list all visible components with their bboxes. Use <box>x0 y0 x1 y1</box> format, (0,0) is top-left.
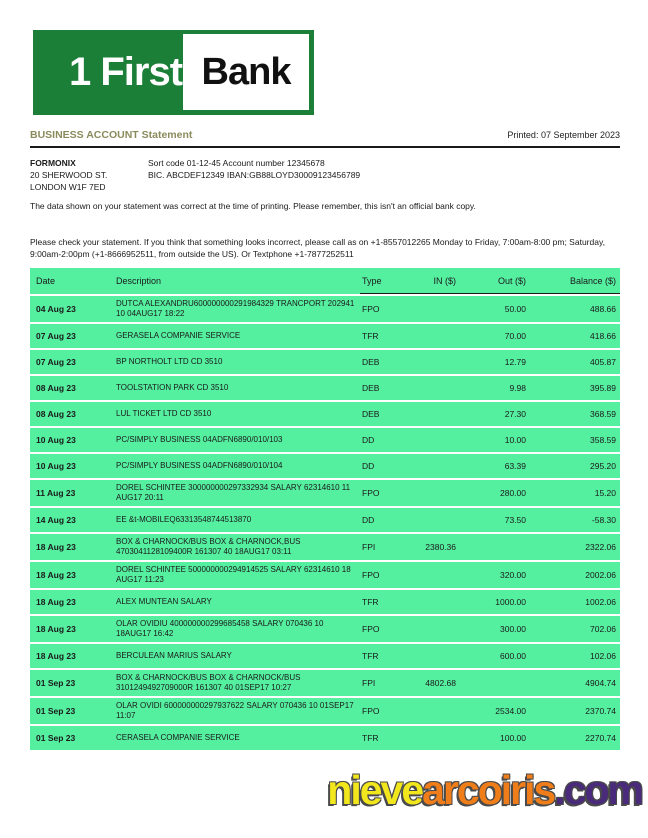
cell-out: 2534.00 <box>495 706 526 716</box>
cell-in: 4802.68 <box>425 678 456 688</box>
cell-type: FPO <box>362 624 380 634</box>
cell-type: DEB <box>362 383 380 393</box>
cell-balance: 4904.74 <box>585 678 616 688</box>
logo-bank-box <box>183 34 309 110</box>
cell-date: 18 Aug 23 <box>36 570 76 580</box>
cell-description: ALEX MUNTEAN SALARY <box>116 597 212 606</box>
cell-balance: 295.20 <box>590 461 616 471</box>
table-row <box>30 480 620 506</box>
cell-in <box>422 490 460 496</box>
cell-date: 10 Aug 23 <box>36 435 76 445</box>
cell-out: 9.98 <box>509 383 526 393</box>
table-row <box>30 428 620 452</box>
cell-description: DUTCA ALEXANDRU600000000291984329 TRANCPORT 202941 10 04AUG17 18:22 <box>116 299 355 318</box>
header-divider <box>30 146 620 148</box>
cell-balance: 1002.06 <box>585 597 616 607</box>
cell-type: DD <box>362 515 375 525</box>
table-row <box>30 534 620 560</box>
cell-date: 10 Aug 23 <box>36 461 76 471</box>
cell-out: 73.50 <box>504 515 526 525</box>
cell-out: 70.00 <box>504 331 526 341</box>
cell-description: DOREL SCHINTEE 500000000294914525 SALARY 62314610 18 AUG17 11:23 <box>116 565 351 584</box>
table-row <box>30 726 620 750</box>
table-row <box>30 376 620 400</box>
watermark <box>327 767 642 814</box>
cell-type: DD <box>362 435 375 445</box>
cell-date: 07 Aug 23 <box>36 331 76 341</box>
cell-in <box>422 735 460 741</box>
cell-type: DEB <box>362 357 380 367</box>
cell-out: 63.39 <box>504 461 526 471</box>
cell-description: CERASELA COMPANIE SERVICE <box>116 733 240 742</box>
cell-out: 100.00 <box>500 733 526 743</box>
cell-out: 50.00 <box>504 304 526 314</box>
cell-out: 280.00 <box>500 488 526 498</box>
cell-balance: 2322.06 <box>585 542 616 552</box>
col-header-out: Out ($) <box>460 268 530 294</box>
cell-out <box>460 680 530 686</box>
cell-description: OLAR OVIDIU 400000000299685458 SALARY 070436 10 18AUG17 16:42 <box>116 619 324 638</box>
watermark-part2: arcoiris <box>422 767 555 813</box>
cell-balance: 418.66 <box>590 331 616 341</box>
logo-first-text: 1 First <box>69 50 183 94</box>
cell-balance: 2270.74 <box>585 733 616 743</box>
cell-description: PC/SIMPLY BUSINESS 04ADFN6890/010/103 <box>116 435 283 444</box>
cell-out: 1000.00 <box>495 597 526 607</box>
sort-code-line: Sort code 01-12-45 Account number 12345678 <box>148 158 325 168</box>
cell-out: 27.30 <box>504 409 526 419</box>
col-header-balance: Balance ($) <box>530 268 620 294</box>
bank-logo <box>33 30 314 115</box>
cell-out: 600.00 <box>500 651 526 661</box>
cell-balance: 102.06 <box>590 651 616 661</box>
cell-balance: 2002.06 <box>585 570 616 580</box>
account-numbers-block <box>148 157 360 181</box>
cell-in <box>422 306 460 312</box>
cell-balance: 358.59 <box>590 435 616 445</box>
cell-out: 300.00 <box>500 624 526 634</box>
cell-out: 320.00 <box>500 570 526 580</box>
statement-title: BUSINESS ACCOUNT Statement <box>30 129 193 141</box>
cell-type: DEB <box>362 409 380 419</box>
data-correct-notice: The data shown on your statement was correct at the time of printing. Please remember, this isn't an official bank copy. <box>30 201 476 211</box>
cell-description: BOX & CHARNOCK/BUS BOX & CHARNOCK,BUS 4703041128109400R 161307 40 18AUG17 03:11 <box>116 537 301 556</box>
cell-date: 08 Aug 23 <box>36 409 76 419</box>
cell-date: 01 Sep 23 <box>36 678 76 688</box>
cell-date: 18 Aug 23 <box>36 624 76 634</box>
cell-type: DD <box>362 461 375 471</box>
cell-date: 01 Sep 23 <box>36 733 76 743</box>
cell-description: TOOLSTATION PARK CD 3510 <box>116 383 229 392</box>
cell-in <box>422 359 460 365</box>
cell-out <box>460 544 530 550</box>
watermark-part1: nieve <box>327 767 423 813</box>
cell-balance: 395.89 <box>590 383 616 393</box>
table-row <box>30 590 620 614</box>
cell-out: 12.79 <box>504 357 526 367</box>
cell-date: 14 Aug 23 <box>36 515 76 525</box>
cell-in <box>422 626 460 632</box>
table-header-row <box>30 268 620 294</box>
cell-type: TFR <box>362 597 379 607</box>
cell-in <box>422 653 460 659</box>
cell-balance: 702.06 <box>590 624 616 634</box>
cell-description: BP NORTHOLT LTD CD 3510 <box>116 357 223 366</box>
cell-type: FPI <box>362 678 376 688</box>
cell-description: BOX & CHARNOCK/BUS BOX & CHARNOCK/BUS 3101249492709000R 161307 40 01SEP17 10:27 <box>116 673 301 692</box>
cell-description: DOREL SCHINTEE 300000000297332934 SALARY 62314610 11 AUG17 20:11 <box>116 483 351 502</box>
cell-date: 08 Aug 23 <box>36 383 76 393</box>
table-row <box>30 644 620 668</box>
account-address-line2: LONDON W1F 7ED <box>30 182 106 192</box>
cell-description: EE &t-MOBILEQ63313548744513870 <box>116 515 252 524</box>
cell-balance: 405.87 <box>590 357 616 367</box>
cell-in <box>422 385 460 391</box>
cell-type: FPO <box>362 488 380 498</box>
table-row <box>30 698 620 724</box>
transactions-table <box>30 268 620 752</box>
col-header-in: IN ($) <box>422 268 460 294</box>
cell-balance: 15.20 <box>594 488 616 498</box>
cell-in <box>422 517 460 523</box>
cell-in <box>422 708 460 714</box>
cell-in: 2380.36 <box>425 542 456 552</box>
cell-type: TFR <box>362 733 379 743</box>
cell-date: 18 Aug 23 <box>36 651 76 661</box>
table-row <box>30 402 620 426</box>
cell-type: TFR <box>362 651 379 661</box>
cell-date: 11 Aug 23 <box>36 488 76 498</box>
cell-in <box>422 572 460 578</box>
table-row <box>30 508 620 532</box>
cell-in <box>422 599 460 605</box>
cell-in <box>422 411 460 417</box>
table-row <box>30 616 620 642</box>
table-row <box>30 324 620 348</box>
cell-in <box>422 437 460 443</box>
cell-description: PC/SIMPLY BUSINESS 04ADFN6890/010/104 <box>116 461 283 470</box>
cell-type: FPO <box>362 304 380 314</box>
cell-date: 18 Aug 23 <box>36 597 76 607</box>
table-row <box>30 562 620 588</box>
cell-in <box>422 333 460 339</box>
cell-date: 18 Aug 23 <box>36 542 76 552</box>
account-address-line1: 20 SHERWOOD ST. <box>30 170 108 180</box>
cell-date: 04 Aug 23 <box>36 304 76 314</box>
cell-description: LUL TICKET LTD CD 3510 <box>116 409 212 418</box>
cell-date: 01 Sep 23 <box>36 706 76 716</box>
printed-date: Printed: 07 September 2023 <box>507 130 620 140</box>
cell-type: TFR <box>362 331 379 341</box>
watermark-part3: .com <box>554 767 642 813</box>
account-holder-block <box>30 157 107 193</box>
cell-description: GERASELA COMPANIE SERVICE <box>116 331 241 340</box>
cell-balance: 488.66 <box>590 304 616 314</box>
cell-type: FPI <box>362 542 376 552</box>
table-row <box>30 454 620 478</box>
table-row <box>30 296 620 322</box>
cell-balance: -58.30 <box>591 515 616 525</box>
check-statement-notice: Please check your statement. If you think that something looks incorrect, please call as on +1-8557012265 Monday to Friday, 7:00am-8:00 pm; Saturday, 9:00am-2:00pm (+1-8666952511, from outside the US). Or Textphone +1-7877252511 <box>30 237 605 259</box>
cell-description: BERCULEAN MARIUS SALARY <box>116 651 232 660</box>
cell-type: FPO <box>362 706 380 716</box>
cell-date: 07 Aug 23 <box>36 357 76 367</box>
col-header-description: Description <box>116 276 162 286</box>
cell-out: 10.00 <box>504 435 526 445</box>
bic-iban-line: BIC. ABCDEF12349 IBAN:GB88LOYD30009123456789 <box>148 170 361 180</box>
cell-balance: 2370.74 <box>585 706 616 716</box>
statement-header <box>30 129 620 141</box>
col-header-date: Date <box>36 276 56 286</box>
cell-type: FPO <box>362 570 380 580</box>
table-row <box>30 350 620 374</box>
table-row <box>30 670 620 696</box>
cell-description: OLAR OVIDI 600000000297937622 SALARY 070436 10 01SEP17 11:07 <box>116 701 354 720</box>
account-holder-name: FORMONIX <box>30 158 76 168</box>
cell-balance: 368.59 <box>590 409 616 419</box>
col-header-type: Type <box>360 268 422 294</box>
cell-in <box>422 463 460 469</box>
logo-bank-text: Bank <box>201 50 291 93</box>
